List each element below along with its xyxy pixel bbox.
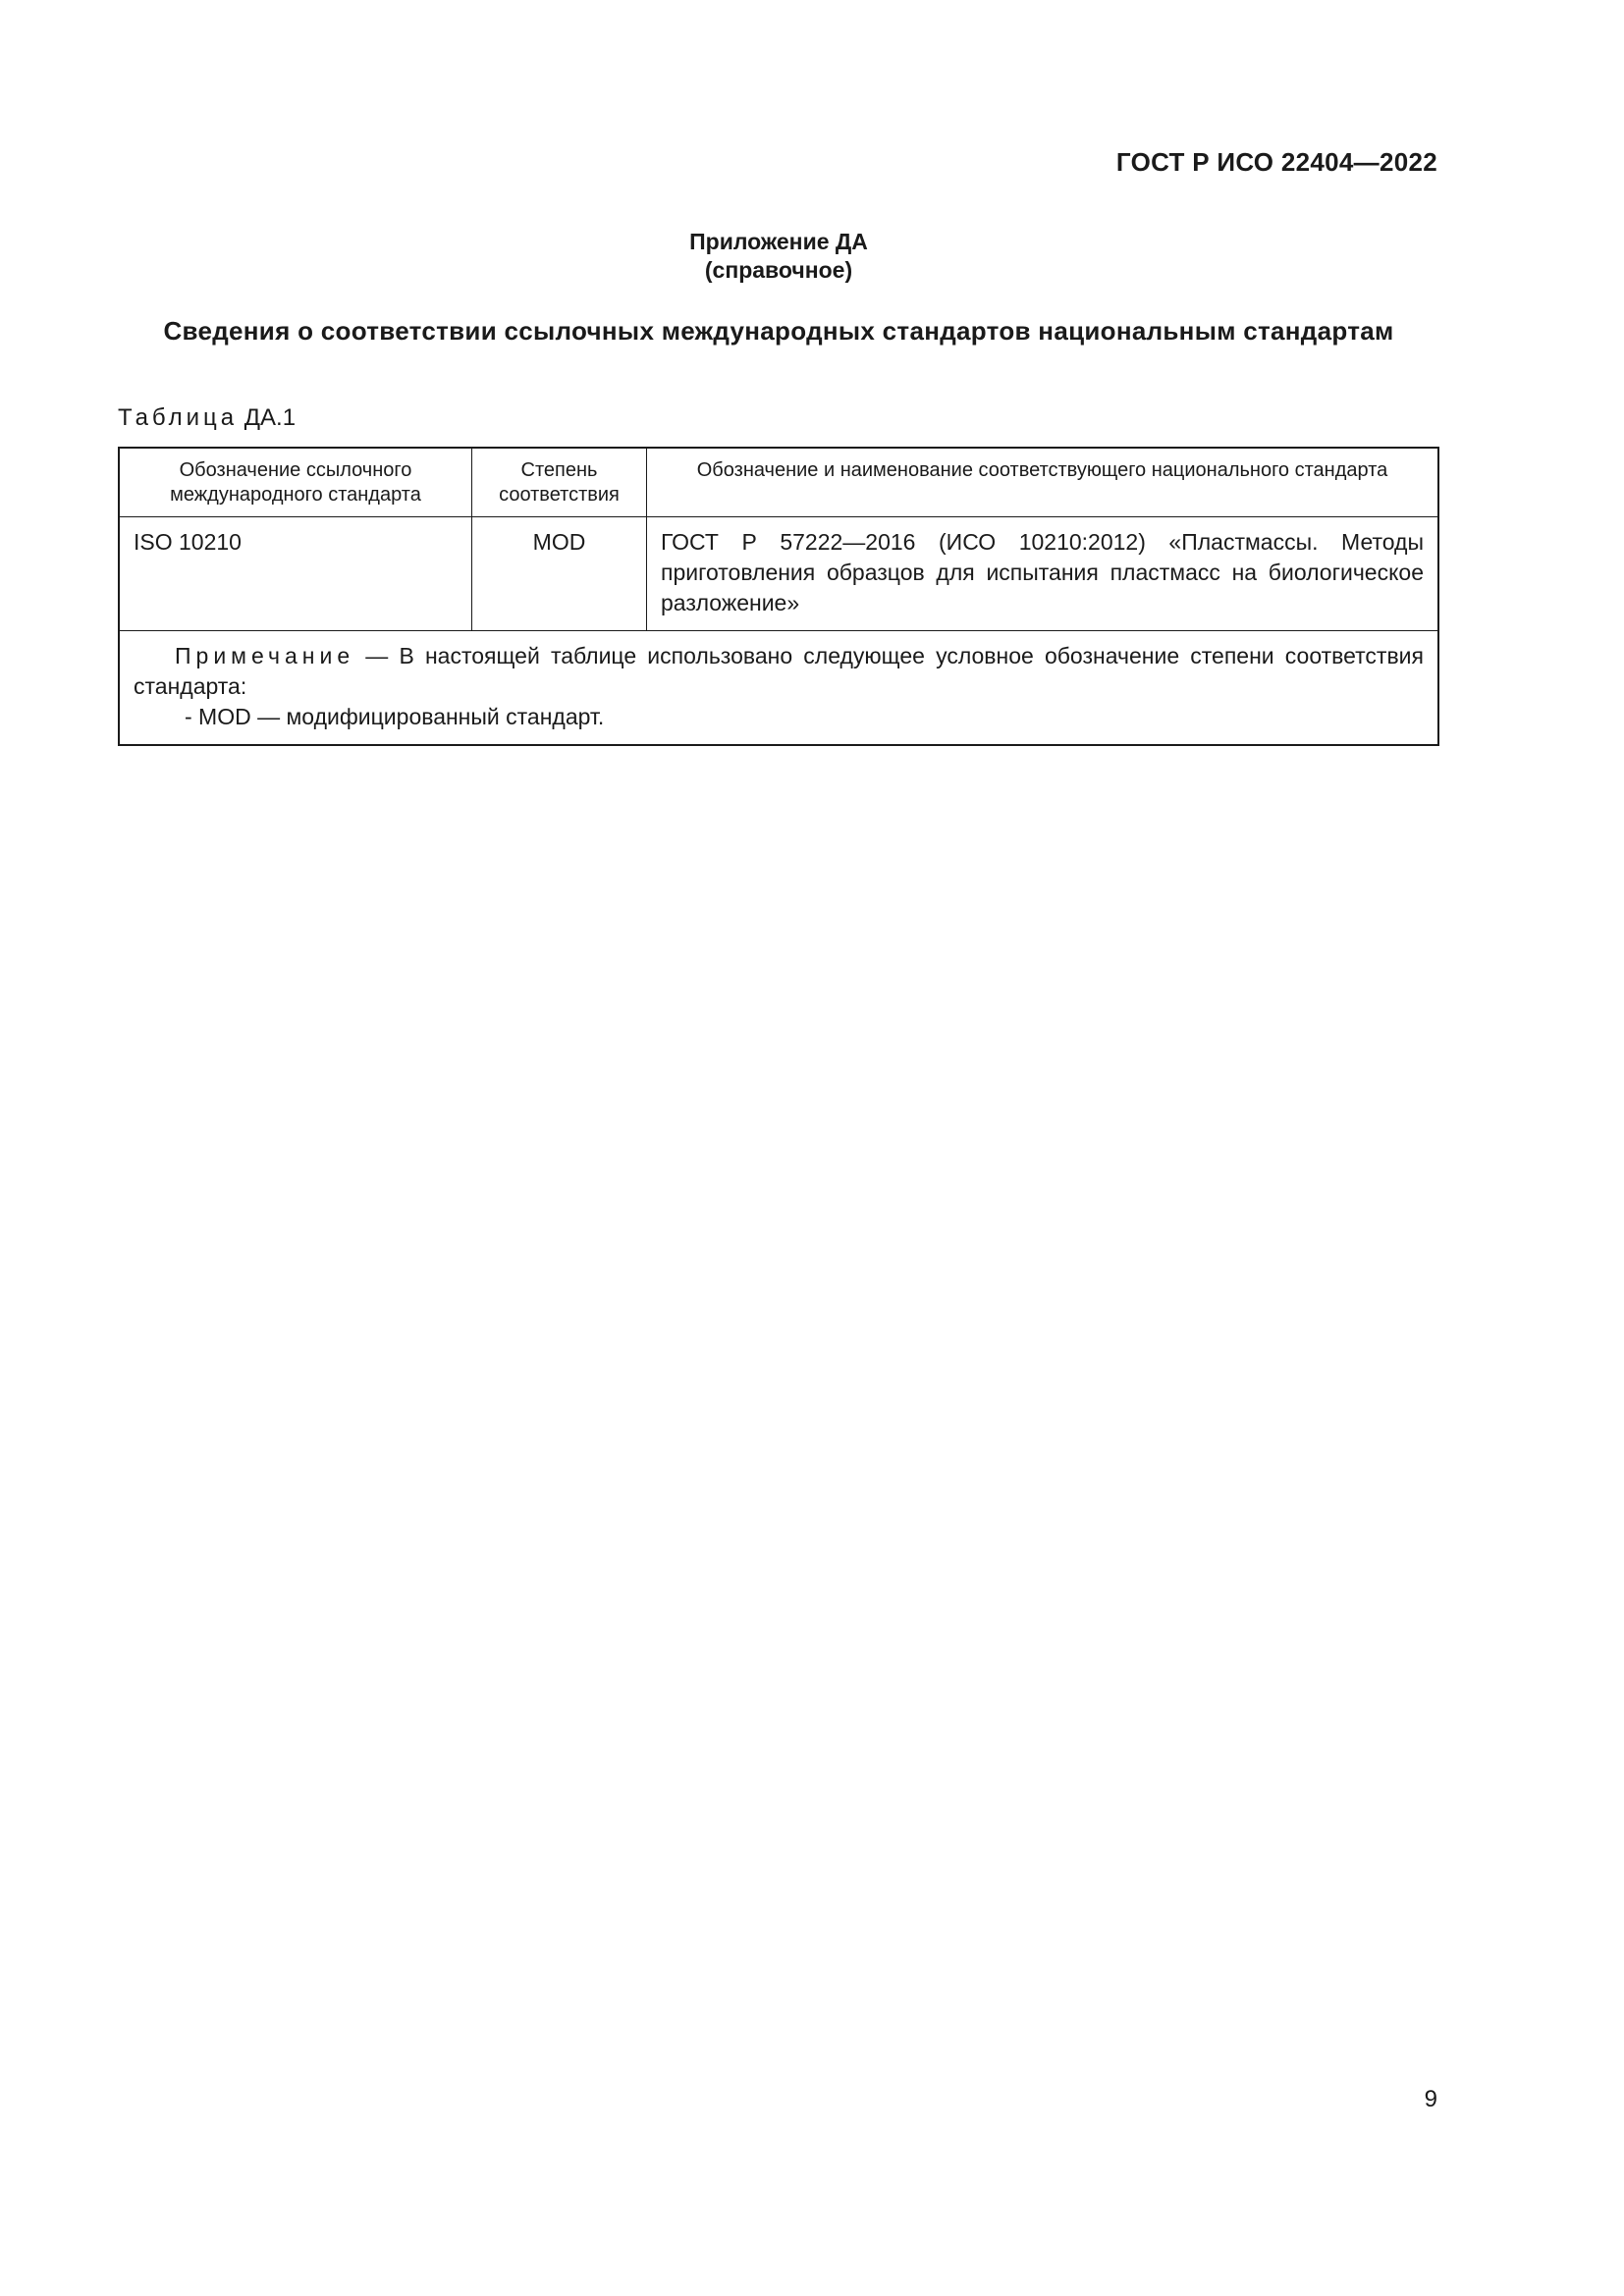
cell-degree: MOD: [472, 517, 647, 631]
annex-heading: [0, 228, 1557, 285]
table-caption-word: Таблица: [118, 404, 239, 431]
header-national-standard: Обозначение и наименование соответствующего национального стандарта: [647, 448, 1439, 517]
table-row: [119, 517, 1438, 631]
national-standard-text: ГОСТ Р 57222—2016 (ИСО 10210:2012) «Пластмассы. Методы приготовления образцов для испытания пластмасс на биологическое разложение»: [661, 529, 1424, 615]
table-note: [119, 631, 1438, 746]
cell-designation: ISO 10210: [119, 517, 472, 631]
header-degree: Степень соответствия: [472, 448, 647, 517]
document-code: ГОСТ Р ИСО 22404—2022: [1115, 147, 1437, 177]
note-paragraph: [134, 641, 1424, 702]
table-header-row: [119, 448, 1438, 517]
table-caption-number: ДА.1: [244, 404, 297, 431]
annex-title: Сведения о соответствии ссылочных международных стандартов национальным стандартам: [163, 316, 1394, 346]
annex-label: Приложение ДА: [689, 229, 868, 254]
cell-national-standard: [647, 517, 1439, 631]
correspondence-table: [118, 447, 1439, 746]
table-note-row: [119, 631, 1438, 746]
table-caption: [118, 404, 296, 432]
note-item: - MOD — модифицированный стандарт.: [185, 704, 605, 729]
note-label: Примечание: [175, 643, 355, 668]
page-number: 9: [1424, 2086, 1437, 2112]
note-text: — В настоящей таблице использовано следующее условное обозначение степени соответствия стандарта:: [134, 643, 1424, 699]
annex-type: (справочное): [704, 257, 853, 283]
header-designation: Обозначение ссылочного международного стандарта: [119, 448, 472, 517]
